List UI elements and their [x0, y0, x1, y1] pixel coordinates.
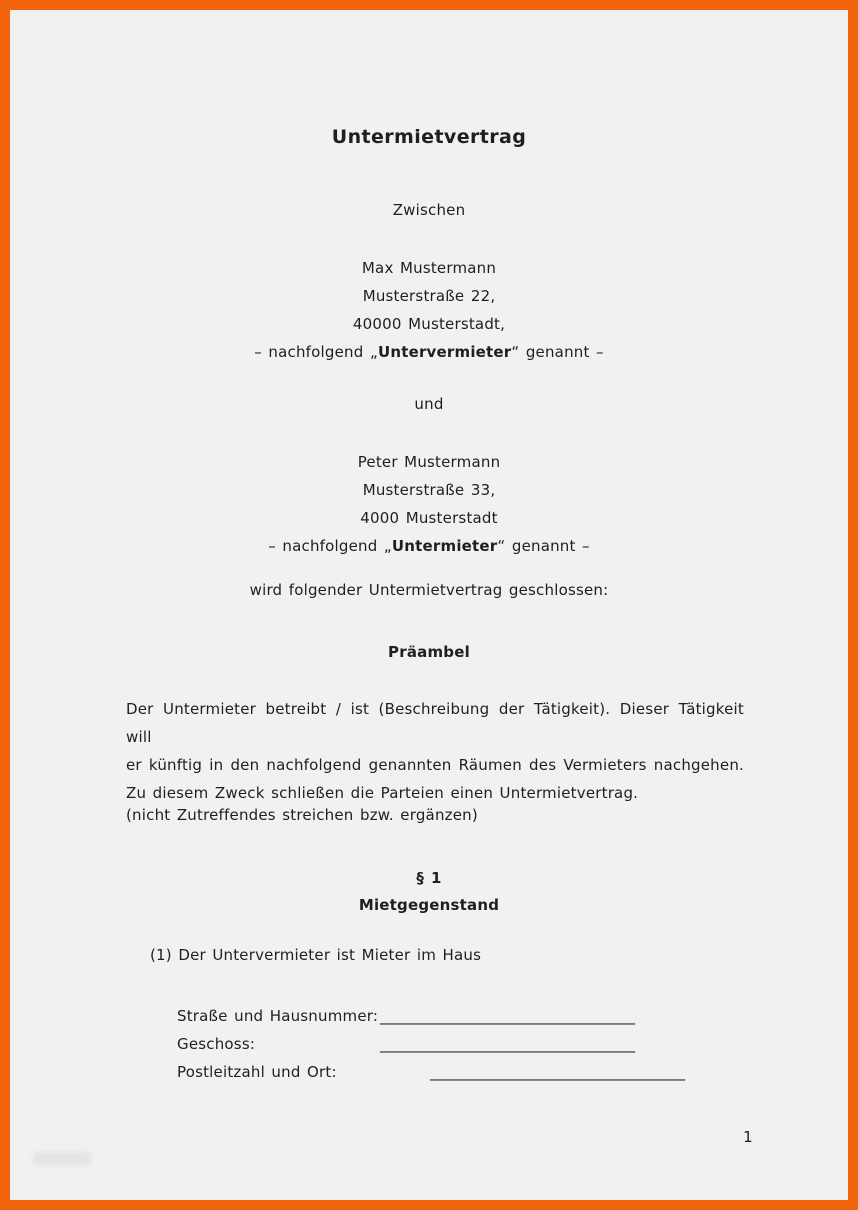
and-label: und [414, 395, 444, 413]
party2-city: 4000 Musterstadt [360, 509, 498, 527]
party1-designation-term: Untervermieter [377, 343, 512, 361]
preamble-line-3: Zu diesem Zweck schließen die Parteien einen Untermietvertrag. [126, 784, 639, 802]
party1-designation-prefix: – nachfolgend „ [254, 343, 378, 361]
party1-city: 40000 Musterstadt, [352, 315, 506, 333]
preamble-line-2: er künftig in den nachfolgend genannten Räumen des Vermieters nachgehen. [126, 756, 744, 774]
field-blank-zip-city: __________________________________ [430, 1063, 685, 1081]
section1-heading-block [10, 865, 848, 919]
party2-block [10, 448, 848, 560]
field-blank-street: __________________________________ [380, 1007, 635, 1025]
section1-fields [177, 1002, 817, 1086]
section1-heading: Mietgegenstand [358, 896, 500, 914]
party1-block [10, 254, 848, 366]
field-row-zip-city [177, 1058, 817, 1086]
preamble-heading: Präambel [388, 643, 470, 661]
party2-designation-term: Untermieter [391, 537, 498, 555]
page-number: 1 [743, 1128, 753, 1146]
section1-number: § 1 [416, 869, 442, 887]
field-row-street [177, 1002, 817, 1030]
party2-name: Peter Mustermann [357, 453, 501, 471]
party1-designation [10, 338, 848, 366]
between-label: Zwischen [392, 201, 466, 219]
field-label-street: Straße und Hausnummer: [177, 1007, 379, 1025]
field-label-zip-city: Postleitzahl und Ort: [177, 1063, 337, 1081]
page-body [10, 10, 848, 1200]
party1-designation-suffix: “ genannt – [511, 343, 604, 361]
party2-designation-prefix: – nachfolgend „ [268, 537, 392, 555]
field-label-floor: Geschoss: [177, 1035, 256, 1053]
preamble-paragraph [126, 695, 744, 807]
field-blank-floor: __________________________________ [380, 1035, 635, 1053]
party1-street: Musterstraße 22, [362, 287, 496, 305]
section1-clause-1: (1) Der Untervermieter ist Mieter im Haus [150, 946, 482, 964]
preamble-line-1: Der Untermieter betreibt / ist (Beschreibung der Tätigkeit). Dieser Tätigkeit will [126, 700, 744, 746]
preamble-note: (nicht Zutreffendes streichen bzw. ergänzen) [126, 806, 478, 824]
field-row-floor [177, 1030, 817, 1058]
party1-name: Max Mustermann [361, 259, 497, 277]
document-title: Untermietvertrag [331, 126, 527, 148]
watermark-smudge [33, 1152, 91, 1166]
party2-designation-suffix: “ genannt – [497, 537, 590, 555]
party2-designation [10, 532, 848, 560]
party2-street: Musterstraße 33, [362, 481, 496, 499]
conclusion-line: wird folgender Untermietvertrag geschlossen: [249, 581, 609, 599]
